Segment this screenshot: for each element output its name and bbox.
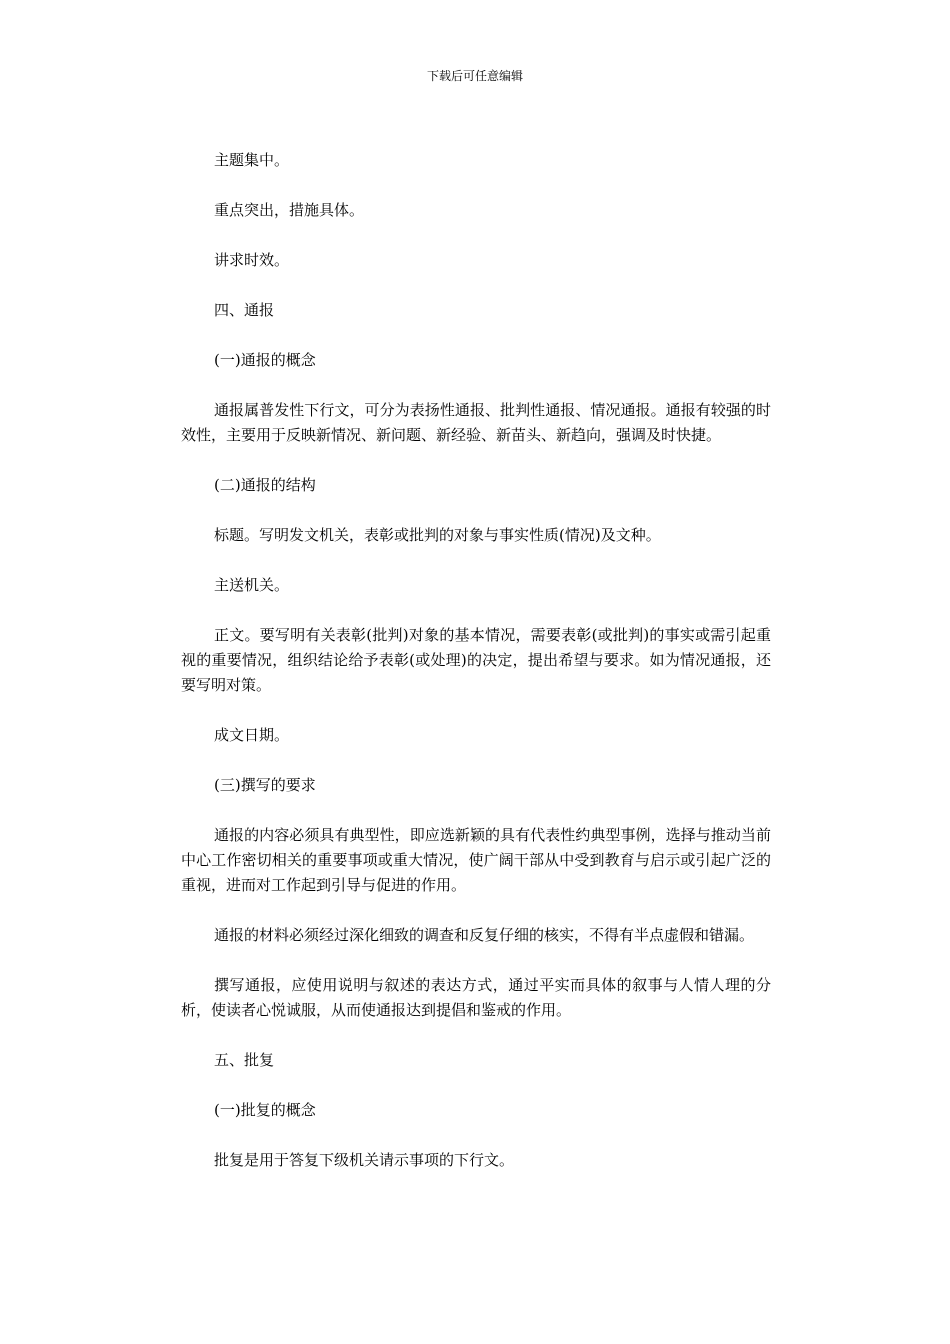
section-heading: 四、通报 bbox=[214, 301, 275, 319]
subsection-heading: (一)批复的概念 bbox=[214, 1101, 316, 1119]
subsection-heading: (二)通报的结构 bbox=[214, 476, 316, 494]
subsection-heading: (三)撰写的要求 bbox=[214, 776, 316, 794]
paragraph: 重点突出，措施具体。 bbox=[214, 201, 365, 219]
document-body bbox=[181, 148, 771, 1198]
paragraph: 正文。要写明有关表彰(批判)对象的基本情况，需要表彰(或批判)的事实或需引起重视的重要情况，组织结论给予表彰(或处理)的决定，提出希望与要求。如为情况通报，还要写明对策。 bbox=[181, 626, 771, 694]
paragraph: 成文日期。 bbox=[214, 726, 290, 744]
paragraph: 标题。写明发文机关，表彰或批判的对象与事实性质(情况)及文种。 bbox=[214, 526, 661, 544]
page-header: 下载后可任意编辑 bbox=[426, 69, 523, 83]
section-heading: 五、批复 bbox=[214, 1051, 275, 1069]
paragraph: 通报的内容必须具有典型性，即应选新颖的具有代表性约典型事例，选择与推动当前中心工作密切相关的重要事项或重大情况，使广阔干部从中受到教育与启示或引起广泛的重视，进而对工作起到引导与促进的作用。 bbox=[181, 826, 771, 894]
paragraph: 讲求时效。 bbox=[214, 251, 290, 269]
paragraph: 通报属普发性下行文，可分为表扬性通报、批判性通报、情况通报。通报有较强的时效性，主要用于反映新情况、新问题、新经验、新苗头、新趋向，强调及时快捷。 bbox=[181, 401, 771, 444]
paragraph: 主送机关。 bbox=[214, 576, 290, 594]
paragraph: 批复是用于答复下级机关请示事项的下行文。 bbox=[214, 1151, 515, 1169]
paragraph: 主题集中。 bbox=[214, 151, 290, 169]
paragraph: 撰写通报，应使用说明与叙述的表达方式，通过平实而具体的叙事与人情人理的分析，使读者心悦诚服，从而使通报达到提倡和鉴戒的作用。 bbox=[181, 976, 771, 1019]
subsection-heading: (一)通报的概念 bbox=[214, 351, 316, 369]
paragraph: 通报的材料必须经过深化细致的调查和反复仔细的核实，不得有半点虚假和错漏。 bbox=[214, 926, 755, 944]
